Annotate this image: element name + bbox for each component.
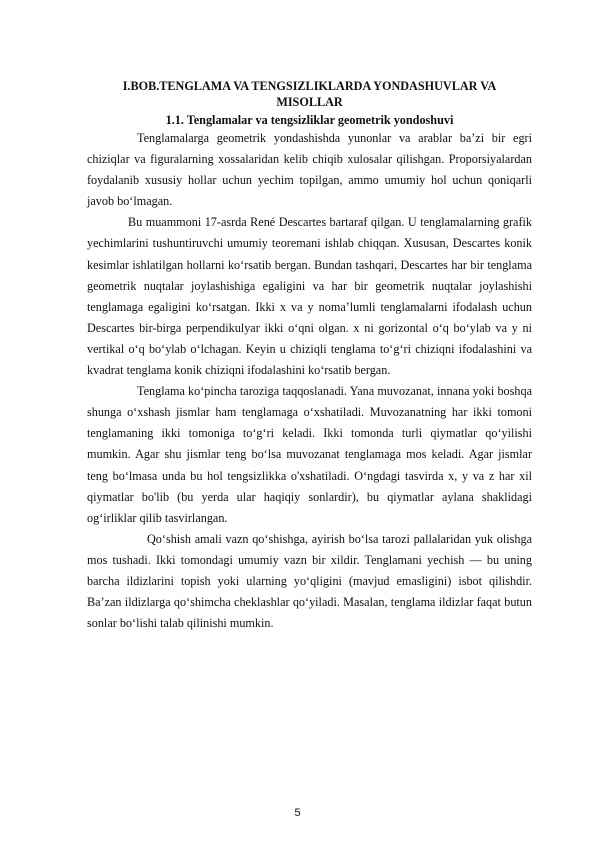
- paragraph-3: Tenglama koʻpincha taroziga taqqoslanadi. Yana muvozanat, innana yoki boshqa shunga oʻxshash jismlar ham tenglamaga oʻxshatiladi. Muvozanatning har ikki tomoni tenglamaning ikki tomoniga toʻgʻri keladi. Ikki tomonda turli qiymatlar qoʻyilishi mumkin. Agar shu jismlar teng boʻlsa muvozanat tenglamaga mos keladi. Agar jismlar teng boʻlmasa unda bu hol tengsizlikka o'xshatiladi. Oʻngdagi tasvirda x, y va z har xil qiymatlar bo'lib (bu yerda ular haqiqiy sonlardir), bu qiymatlar aylana shaklidagi ogʻirliklar qilib tasvirlangan.: [87, 384, 532, 525]
- page-number: 5: [294, 807, 301, 819]
- paragraph-2: Bu muammoni 17-asrda René Descartes bartaraf qilgan. U tenglamalarning grafik yechimlarini tushuntiruvchi umumiy teoremani ishlab chiqqan. Xususan, Descartes konik kesimlar ishlatilgan hollarni koʻrsatib bergan. Bundan tashqari, Descartes har bir tenglama geometrik nuqtalar joylashishiga egaligini va har bir geometrik nuqtalar joylashishi tenglamaga egaligini koʻrsatgan. Ikki x va y nomaʼlumli tenglamalarni ifodalash uchun Descartes bir-birga perpendikulyar ikki oʻqni olgan. x ni gorizontal oʻq boʻylab va y ni vertikal oʻq boʻylab oʻlchagan. Keyin u chiziqli tenglama toʻgʻri chiziqni ifodalashini va kvadrat tenglama konik chiziqni ifodalashini koʻrsatib bergan.: [87, 215, 532, 378]
- chapter-title: I.BOB.TENGLAMA VA TENGSIZLIKLARDA YONDASHUVLAR VA MISOLLAR: [122, 79, 497, 109]
- paragraph-1: Tenglamalarga geometrik yondashishda yunonlar va arablar baʼzi bir egri chiziqlar va figuralarning xossalaridan kelib chiqib xulosalar qilishgan. Proporsiyalardan foydalanib xususiy hollar uchun yechim topilgan, ammo umumiy hol uchun qoniqarli javob boʻlmagan.: [87, 131, 532, 209]
- page-content: [87, 78, 532, 634]
- paragraph-4: Qoʻshish amali vazn qoʻshishga, ayirish boʻlsa tarozi pallalaridan yuk olishga mos tushadi. Ikki tomondagi umumiy vazn bir xildir. Tenglamani yechish — bu uning barcha ildizlarini topish yoki ularning yoʻqligini (mavjud emasligini) isbot qilishdir. Baʼzan ildizlarga qoʻshimcha cheklashlar qoʻyiladi. Masalan, tenglama ildizlar faqat butun sonlar boʻlishi talab qilinishi mumkin.: [87, 531, 532, 631]
- section-title: 1.1. Tenglamalar va tengsizliklar geometrik yondoshuvi: [165, 113, 454, 127]
